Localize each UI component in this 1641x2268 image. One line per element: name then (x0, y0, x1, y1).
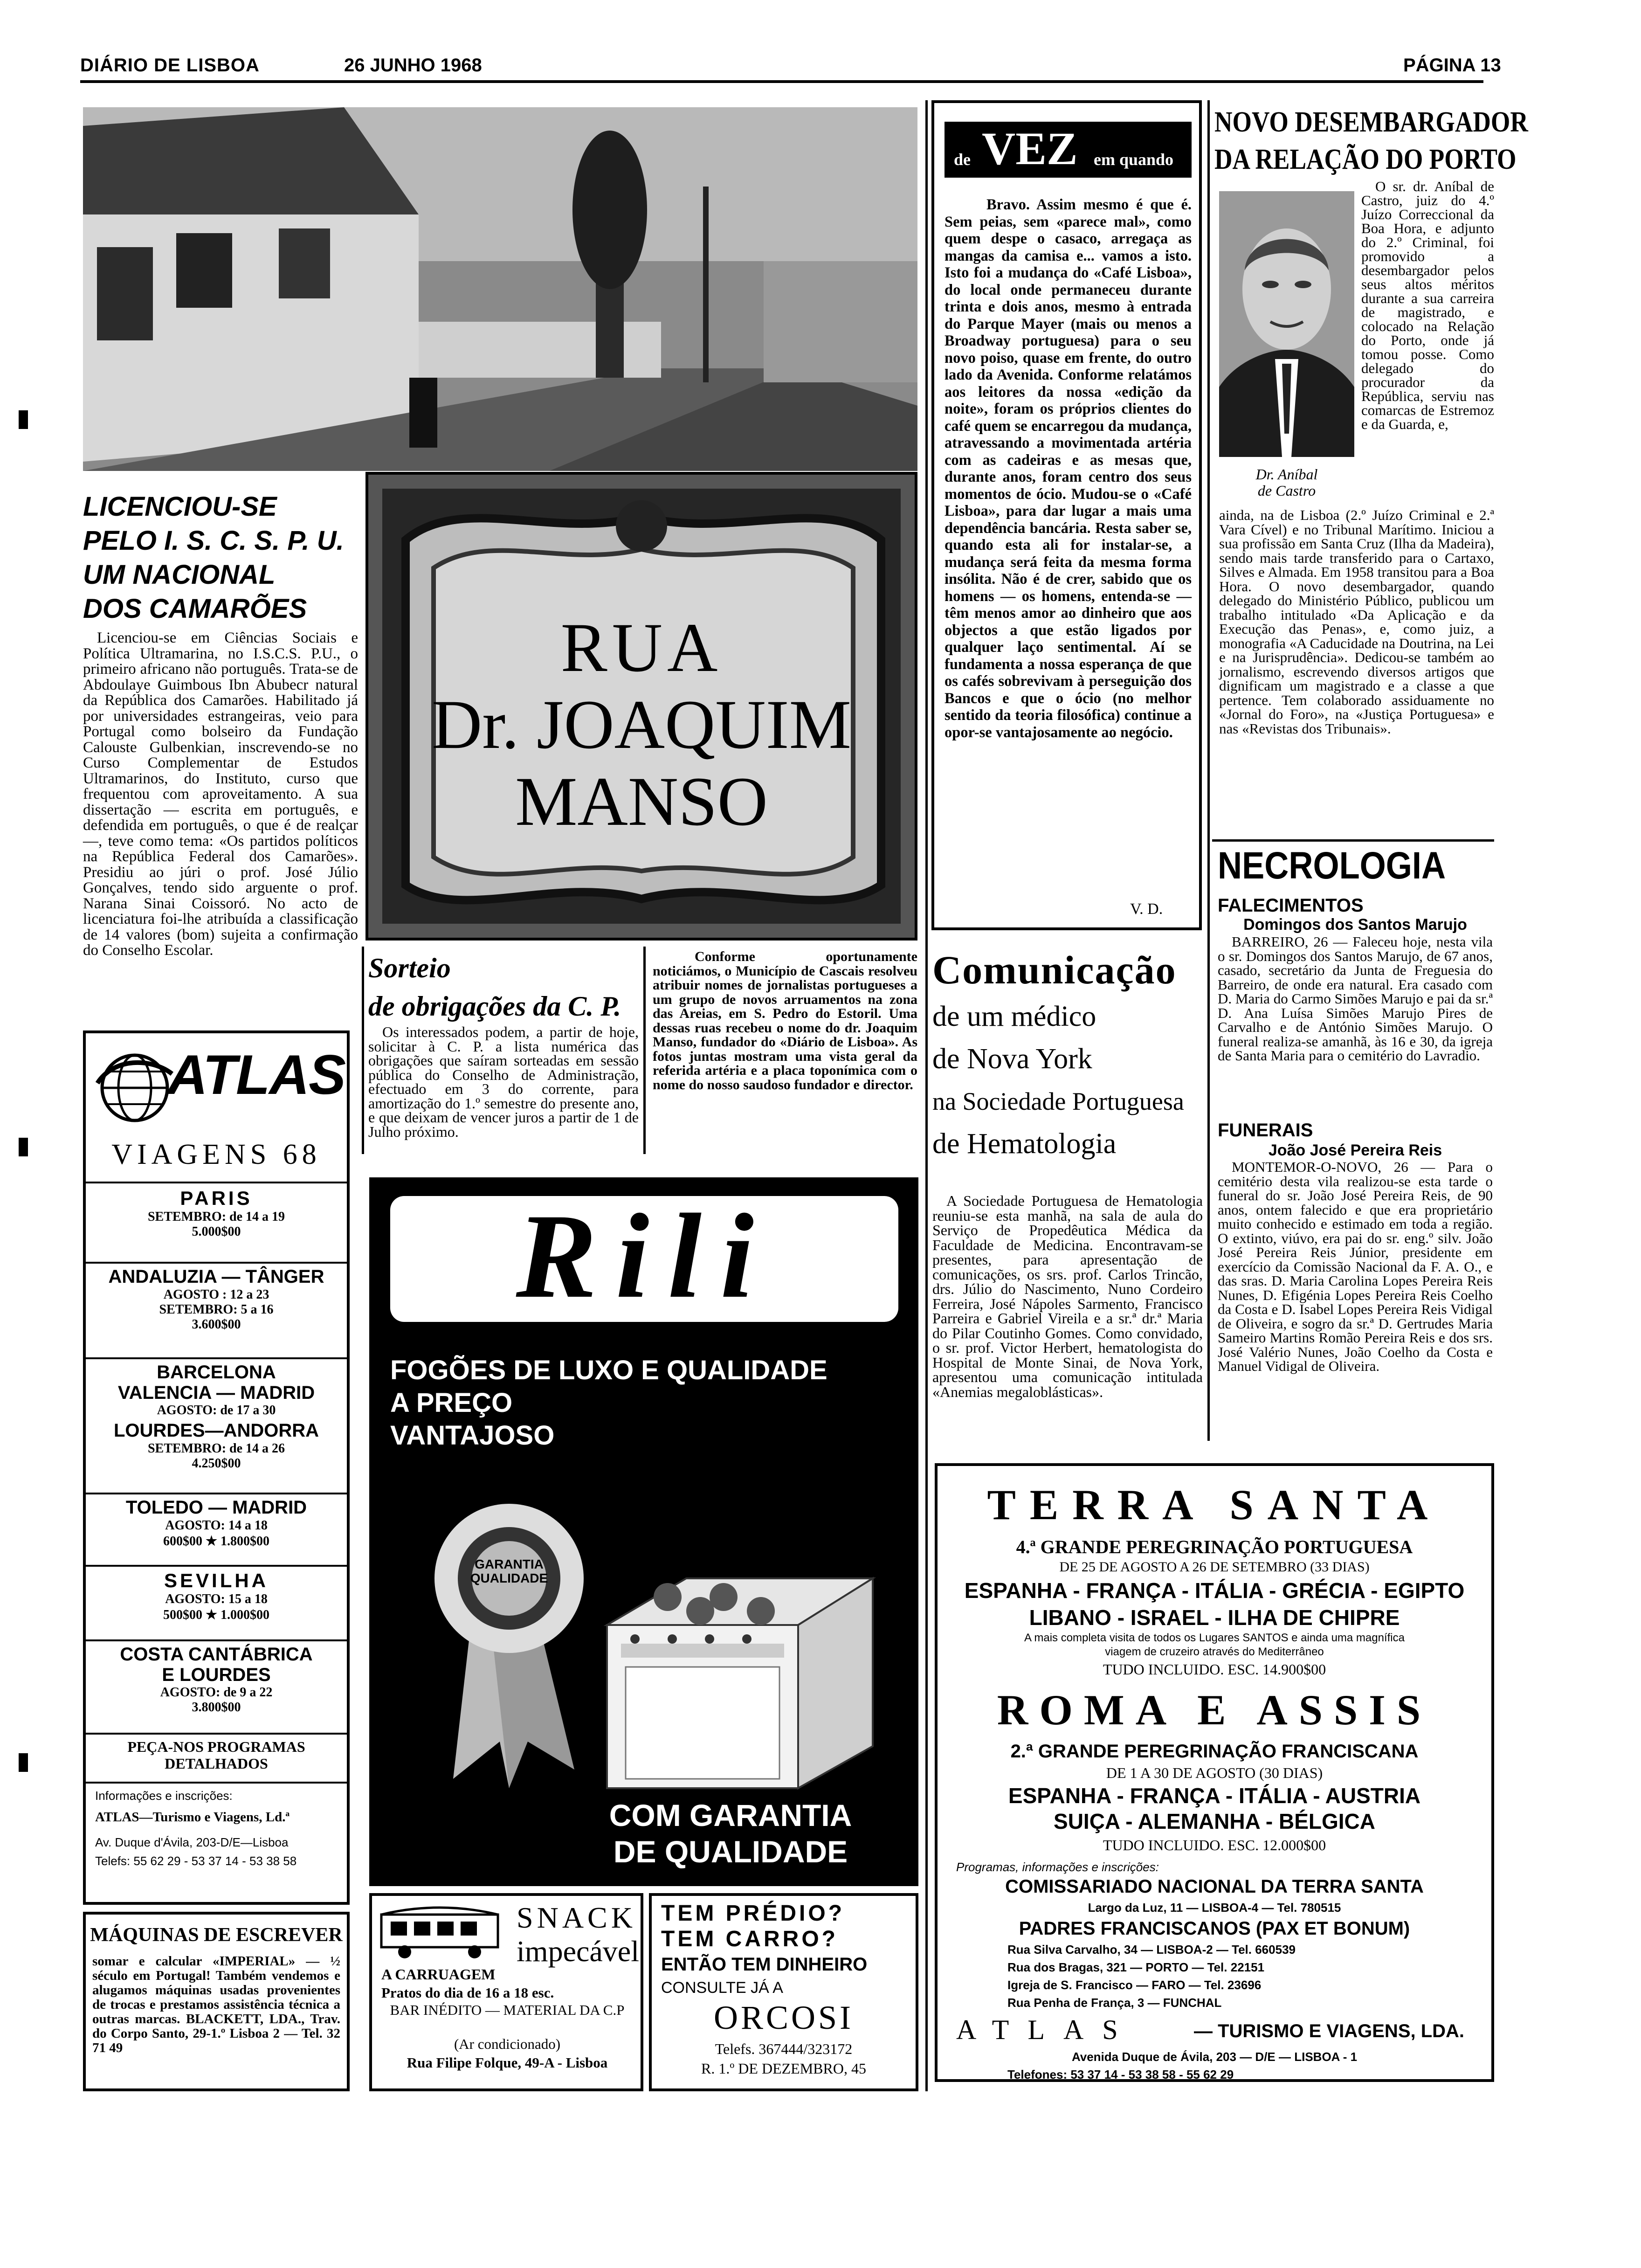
atlas-rule (86, 1493, 347, 1494)
snack-address: Rua Filipe Folque, 49-A - Lisboa (407, 2054, 608, 2071)
desembargador-body-2: ainda, na de Lisboa (2.º Juízo Criminal e 2.ª Vara Cível) e no Tribunal Marítimo. Iniciou a sua profissão em Santa Cruz (Ilha da Madeira), sendo mais tarde transferido para o Cartaxo, Silves e Almada. Em 1958 transitou para a Boa Hora. O novo desembargador, quando delegado do Ministério Público, publicou um trabalho intitulado «Da Aplicação e da Execução das Penas», e, como juiz, a monografia «A Caducidade na Doutrina, na Lei e na Jurisprudência». Dedicou-se também ao jornalismo, escrevendo diversos artigos que dignificam um magistrado e a classe a que pertence. Tem colaborado assiduamente no «Jornal do Foro», na «Justiça Portuguesa» e nas «Revistas dos Tribunais». (1219, 507, 1494, 737)
necrologia-body-1: BARREIRO, 26 — Faleceu hoje, nesta vila o sr. Domingos dos Santos Marujo, de 67 anos, casado, secretário da Junta de Freguesia do Barreiro, de onde era natural. Era casado com D. Maria do Carmo Simões Marujo e pai da sr.ª D. Ana Luísa Simões Marujo Pires de Carvalho e de António Simões Marujo. O funeral realiza-se amanhã, às 16 e 30, da igreja de Santa Maria para o cemitério do Lavradio. (1218, 933, 1493, 1064)
vez-body: Bravo. Assim mesmo é que é. Sem peias, sem «parece mal», como quem despe o casaco, arregaça as mangas da camisa e... vamos a isto. Isto foi a mudança do «Café Lisboa», do local onde permaneceu durante trinta e dois anos, mesmo à entrada do Parque Mayer (mais ou menos a Broadway portuguesa) para o seu novo poiso, quase em frente, do outro lado da Avenida. Conforme relatámos aos leitores da nossa «edição da noite», foram os próprios clientes do café quem se encarregou da mudança, atravessando a movimentada artéria com as cadeiras e as mesas que, durante anos, foram centro dos seus momentos de ócio. Mudou-se o «Café Lisboa», para dar lugar a mais uma dependência bancária. Resta saber se, quando esta ali for instalar-se, a mudança será feita da mesma forma insólita. Não é de crer, sabido que os homens — os homens, entenda-se — têm menos amor ao dinheiro que aos objectos a que estão ligados por qualquer laço sentimental. Aí se fundamenta a nossa esperança de que os cafés sobrevivam à perseguição dos Bancos e que o ócio (no melhor sentido da teoria filosófica) continue a opor-se vantajosamente ao negócio. (945, 196, 1192, 741)
trip-name: PARIS (180, 1187, 253, 1209)
orcosi-line2: TEM CARRO? (661, 1927, 838, 1951)
atlas-ad (83, 1030, 350, 1905)
terra-countries-1: ESPANHA - FRANÇA - ITÁLIA - GRÉCIA - EGIPTO (964, 1578, 1465, 1603)
trip-sevilha (86, 1570, 347, 1623)
caption-manso: Conforme oportunamente noticiámos, o Município de Cascais resolveu atribuir nomes de jornalistas portugueses a um grupo de novos arruamentos na zona das Areias, em S. Pedro do Estoril. Uma dessas ruas recebeu o nome do dr. Joaquim Manso, fundador do «Diário de Lisboa». As fotos juntas mostram uma vista geral da referida artéria e a placa toponímica com o nome do nosso saudoso fundador e director. (653, 949, 917, 1093)
terra-atlas-address: Avenida Duque de Ávila, 203 — D/E — LISBOA - 1 (1071, 2050, 1358, 2064)
globe-icon (95, 1048, 174, 1127)
trip-line: SETEMBRO: 5 a 16 (159, 1302, 274, 1317)
rili-bottom-1: COM GARANTIA (609, 1798, 852, 1832)
sign-line-3: MANSO (515, 763, 768, 840)
sorteio-headline (368, 949, 648, 1025)
trip-price: 600$00 ★ 1.800$00 (163, 1534, 270, 1549)
comissariado: COMISSARIADO NACIONAL DA TERRA SANTA (1005, 1876, 1424, 1897)
necrologia-rule (1212, 839, 1494, 842)
rili-bottom-2: DE QUALIDADE (613, 1834, 848, 1869)
vez-column (931, 100, 1202, 930)
licenciou-headline-line: DOS CAMARÕES (83, 594, 307, 624)
roma-title: ROMA E ASSIS (997, 1686, 1432, 1734)
roma-countries-2: SUIÇA - ALEMANHA - BÉLGICA (1054, 1809, 1375, 1833)
margin-mark (19, 1138, 28, 1156)
licenciou-headline (83, 490, 363, 626)
rili-tagline-1: FOGÕES DE LUXO E QUALIDADE (390, 1355, 827, 1385)
terra-title: TERRA SANTA (987, 1481, 1442, 1528)
trip-price: 500$00 ★ 1.000$00 (163, 1608, 270, 1622)
atlas-info: Informações e inscrições: (95, 1789, 233, 1803)
trip-line: SETEMBRO: de 14 a 19 (147, 1210, 285, 1224)
column-rule (925, 100, 928, 2091)
street-photo-image (83, 107, 917, 471)
orcosi-line1: TEM PRÉDIO? (661, 1901, 845, 1926)
terra-note-2: viagem de cruzeiro através do Mediterrâneo (1105, 1646, 1324, 1658)
snack-line3: (Ar condicionado) (454, 2036, 561, 2052)
street-sign-photo (365, 472, 917, 940)
atlas-rule (86, 1262, 347, 1264)
atlas-logo: ATLAS (167, 1044, 345, 1106)
terra-price: TUDO INCLUIDO. ESC. 14.900$00 (1103, 1661, 1326, 1678)
necrologia-body-2: MONTEMOR-O-NOVO, 26 — Para o cemitério desta vila realizou-se esta tarde o funeral do sr. João José Pereira Reis, de 90 anos, ontem falecido e que era proprietário muito conhecido e estimado em toda a região. O extinto, viúvo, era pai do sr. eng.º silv. João José Pereira Reis Júnior, presidente em exercício da Comissão Nacional da F. A. O., e das sras. D. Maria Carolina Lopes Pereira Reis Nunes, D. Efigénia Lopes Pereira Reis Coelho da Costa e D. Isabel Lopes Pereira Reis Vidigal de Oliveira, e sogro da sr.ª D. Gertrudes Maria Sameiro Martins Romão Pereira Reis e dos srs. José Valério Nunes, João Coelho da Costa e Manuel Vidigal de Oliveira. (1218, 1159, 1493, 1374)
snack-title2: impecável (517, 1935, 639, 1968)
necrologia-name-1: Domingos dos Santos Marujo (1243, 916, 1467, 933)
terra-atlas-tel: Telefones: 53 37 14 - 53 38 58 - 55 62 29 (1007, 2067, 1234, 2081)
necrologia-title: NECROLOGIA (1218, 844, 1446, 887)
trip-name: SEVILHA (164, 1570, 269, 1591)
terra-sub: 4.ª GRANDE PEREGRINAÇÃO PORTUGUESA (1016, 1536, 1413, 1557)
orcosi-name: ORCOSI (713, 1999, 854, 2036)
portrait-caption-line: Dr. Aníbal (1255, 466, 1318, 483)
snack-line2: BAR INÉDITO — MATERIAL DA C.P (390, 2002, 625, 2018)
rili-tagline-2: A PREÇO (390, 1388, 513, 1418)
comunicacao-headline-line: de Hematologia (932, 1128, 1117, 1160)
sorteio-headline-line: de obrigações da C. P. (368, 991, 621, 1022)
atlas-address: Av. Duque d'Ávila, 203-D/E—Lisboa (95, 1835, 289, 1849)
desembargador-headline (1214, 104, 1528, 178)
terra-dates: DE 25 DE AGOSTO A 26 DE SETEMBRO (33 DIAS) (1059, 1559, 1370, 1575)
terra-countries-2: LIBANO - ISRAEL - ILHA DE CHIPRE (1029, 1605, 1400, 1630)
rili-tagline-3: VANTAJOSO (390, 1420, 555, 1451)
atlas-phones: Telefs: 55 62 29 - 53 37 14 - 53 38 58 (95, 1854, 297, 1868)
vez-signature: V. D. (1130, 900, 1163, 918)
sign-line-2: Dr. JOAQUIM (432, 686, 851, 763)
maquinas-ad (83, 1912, 350, 2091)
vez-logo (945, 122, 1192, 178)
portrait-photo (1219, 191, 1354, 457)
vez-logo-quando: em quando (1094, 150, 1174, 169)
maquinas-body: somar e calcular «IMPERIAL» — ½ século em Portugal! Também vendemos e alugamos máquinas usadas provenientes de trocas e prestamos assistência técnica a outras marcas. BLACKETT, LDA., Trav. do Corpo Santo, 29-1.º Lisboa 2 — Tel. 32 71 49 (92, 1954, 340, 2055)
sorteio-rule-left (362, 947, 364, 1154)
snack-body: Pratos do dia de 16 a 18 esc. (381, 1984, 554, 2001)
trip-name: TOLEDO — MADRID (125, 1497, 307, 1518)
snack-title1: SNACK (517, 1901, 636, 1934)
rili-logo: Rili (516, 1189, 773, 1323)
trip-price: 3.800$00 (192, 1700, 241, 1715)
comunicacao-headline (932, 944, 1207, 1165)
atlas-rule (86, 1639, 347, 1641)
funerais-label: FUNERAIS (1218, 1120, 1313, 1141)
padres-address-2: Rua dos Bragas, 321 — PORTO — Tel. 22151 (1007, 1960, 1265, 1974)
desembargador-headline-line: DA RELAÇÃO DO PORTO (1214, 144, 1517, 175)
licenciou-headline-line: UM NACIONAL (83, 560, 276, 590)
trip-name: COSTA CANTÁBRICA E LOURDES (120, 1644, 313, 1685)
trip-paris (86, 1187, 347, 1239)
terra-info: Programas, informações e inscrições: (956, 1860, 1159, 1874)
trip-name: ANDALUZIA — TÂNGER (108, 1266, 324, 1287)
atlas-rule (86, 1782, 347, 1784)
comunicacao-headline-line: de Nova York (932, 1043, 1092, 1075)
margin-mark (19, 1753, 28, 1772)
trip-price: 4.250$00 (192, 1456, 241, 1471)
trip-line: AGOSTO: de 9 a 22 (160, 1685, 273, 1700)
licenciou-body: Licenciou-se em Ciências Sociais e Política Ultramarina, no I.S.C.S. P.U., o primeiro africano não português. Trata-se de Abdoulaye Guimbous Ibn Abubecr natural da República dos Camarões. Habilitado já por universidades estrangeiras, veio para Portugal como bolseiro da Fundação Calouste Gulbenkian, inscrevendo-se no Curso Complementar de Estudos Ultramarinos, do Instituto, curso que frequentou com aproveitamento. A sua dissertação — escrita em português, e defendida em português, o que é de realçar —, teve como tema: «Os partidos políticos na República Federal dos Camarões». Presidiu ao júri o prof. José Júlio Gonçalves, tendo sido arguente o prof. Narana Sinai Coissoró. No acto de licenciatura foi-lhe atribuída a classificação de 14 valores (bom) sujeita a confirmação do Conselho Escolar. (83, 629, 358, 959)
licenciou-headline-line: LICENCIOU-SE (83, 491, 277, 522)
trip-line: AGOSTO: 15 a 18 (165, 1592, 268, 1606)
vez-logo-vez: VEZ (982, 123, 1078, 174)
padres-address-3: Igreja de S. Francisco — FARO — Tel. 23696 (1007, 1978, 1262, 1992)
trip-line: AGOSTO: 14 a 18 (165, 1518, 268, 1533)
trip-toledo (86, 1497, 347, 1549)
comunicacao-headline-line: Comunicação (932, 947, 1177, 992)
terra-atlas: ATLAS (956, 2014, 1137, 2045)
margin-mark (19, 410, 28, 429)
atlas-rule (86, 1357, 347, 1359)
orcosi-phones: Telefs. 367444/323172 (715, 2040, 853, 2057)
trip-line: AGOSTO : 12 a 23 (163, 1287, 269, 1302)
rili-seal-icon (416, 1499, 602, 1788)
licenciou-headline-line: PELO I. S. C. S. P. U. (83, 526, 344, 556)
orcosi-line3: ENTÃO TEM DINHEIRO (661, 1954, 868, 1975)
orcosi-address: R. 1.º DE DEZEMBRO, 45 (701, 2060, 866, 2077)
trip-andaluzia (86, 1266, 347, 1332)
roma-price: TUDO INCLUIDO. ESC. 12.000$00 (1103, 1837, 1326, 1853)
rili-seal-text: GARANTIA QUALIDADE (470, 1557, 548, 1585)
trip-line: SETEMBRO: de 14 a 26 (147, 1441, 285, 1456)
header-rule (80, 80, 1483, 83)
comunicacao-headline-line: de um médico (932, 1001, 1096, 1032)
atlas-rule (86, 1733, 347, 1735)
masthead-date: 26 JUNHO 1968 (344, 55, 482, 76)
snack-name: A CARRUAGEM (381, 1966, 496, 1983)
roma-sub: 2.ª GRANDE PEREGRINAÇÃO FRANCISCANA (1010, 1741, 1419, 1762)
maquinas-title: MÁQUINAS DE ESCREVER (90, 1924, 343, 1946)
trip-name: BARCELONA VALENCIA — MADRID (117, 1362, 315, 1403)
sorteio-body: Os interessados podem, a partir de hoje, solicitar à C. P. a lista numérica das obrigações que saíram sorteadas em sessão pública do Conselho de Administração, efectuado em 3 do corrente, para amortização do 1.º semestre do presente ano, e que deixam de vencer juros a partir de 1 de Julho próximo. (368, 1023, 639, 1140)
terra-atlas-tail: — TURISMO E VIAGENS, LDA. (1194, 2021, 1465, 2041)
trip-barcelona (86, 1362, 347, 1418)
desembargador-headline-line: NOVO DESEMBARGADOR (1214, 106, 1528, 138)
trip-costa (86, 1644, 347, 1715)
desembargador-body-1: O sr. dr. Aníbal de Castro, juiz do 4.º Juízo Correccional da Boa Hora, e adjunto do 2.º Criminal, foi promovido a desembargador pelos seus altos méritos durante a sua carreira de magistrado, e colocado na Relação do Porto, onde já tomou posse. Como delegado do procurador da República, serviu nas comarcas de Estremoz e da Guarda, e, (1361, 178, 1494, 432)
page-number: PÁGINA 13 (1403, 55, 1501, 76)
atlas-programas: PEÇA-NOS PROGRAMAS DETALHADOS (127, 1738, 305, 1772)
portrait-caption (1219, 466, 1354, 499)
terra-santa-ad (935, 1463, 1494, 2082)
trip-price: 5.000$00 (192, 1224, 241, 1239)
trip-lourdes (86, 1420, 347, 1471)
comunicacao-headline-line: na Sociedade Portuguesa (932, 1087, 1184, 1115)
sign-line-1: RUA (560, 609, 723, 686)
padres: PADRES FRANCISCANOS (PAX ET BONUM) (1019, 1918, 1410, 1939)
portrait-caption-line: de Castro (1257, 482, 1316, 499)
stove-image (593, 1560, 882, 1793)
atlas-rule (86, 1565, 347, 1567)
snack-ad (369, 1893, 643, 2091)
carriage-icon (377, 1905, 503, 1961)
orcosi-ad (649, 1893, 918, 2091)
orcosi-line4: CONSULTE JÁ A (661, 1979, 783, 1997)
comunicacao-body: A Sociedade Portuguesa de Hematologia reuniu-se esta manhã, na sala de aula do Serviço de Propedêutica Médica da Faculdade de Medicina. Encontravam-se presentes, para apresentação de comunicações, os srs. prof. Carlos Trincão, drs. Júlio do Nascimento, Nuno Cordeiro Ferreira, José Nápoles Sarmento, Francisco Parreira e Gabriel Vireila e a sr.ª dr.ª Maria do Pilar Coutinho Gomes. Como convidado, o sr. prof. Victor Herbert, hematologista do Hospital de Monte Sinai, de Nova York, apresentou uma comunicação intitulada «Anemias megaloblásticas». (932, 1192, 1203, 1400)
column-rule (1207, 100, 1210, 1441)
caption-rule-left (643, 947, 646, 1154)
padres-address-1: Rua Silva Carvalho, 34 — LISBOA-2 — Tel. 660539 (1007, 1943, 1296, 1957)
roma-dates: DE 1 A 30 DE AGOSTO (30 DIAS) (1106, 1764, 1323, 1781)
atlas-company: ATLAS—Turismo e Viagens, Ld.ª (95, 1810, 290, 1825)
rili-ad (369, 1177, 918, 1886)
terra-note-1: A mais completa visita de todos os Lugares SANTOS e ainda uma magnífica (1024, 1632, 1405, 1644)
comissariado-address: Largo da Luz, 11 — LISBOA-4 — Tel. 780515 (1088, 1901, 1341, 1915)
padres-address-4: Rua Penha de França, 3 — FUNCHAL (1007, 1996, 1222, 2010)
sorteio-headline-line: Sorteio (368, 953, 451, 983)
trip-line: AGOSTO: de 17 a 30 (157, 1403, 276, 1418)
necrologia-name-2: João José Pereira Reis (1268, 1141, 1442, 1159)
street-photo (83, 107, 917, 471)
trip-name: LOURDES—ANDORRA (114, 1420, 319, 1441)
trip-price: 3.600$00 (192, 1317, 241, 1332)
atlas-viagens: VIAGENS 68 (111, 1139, 321, 1170)
roma-countries-1: ESPANHA - FRANÇA - ITÁLIA - AUSTRIA (1008, 1784, 1421, 1808)
masthead-paper: DIÁRIO DE LISBOA (80, 55, 260, 76)
vez-logo-de: de (954, 150, 971, 169)
falecimentos-label: FALECIMENTOS (1218, 895, 1364, 916)
atlas-rule (86, 1182, 347, 1183)
